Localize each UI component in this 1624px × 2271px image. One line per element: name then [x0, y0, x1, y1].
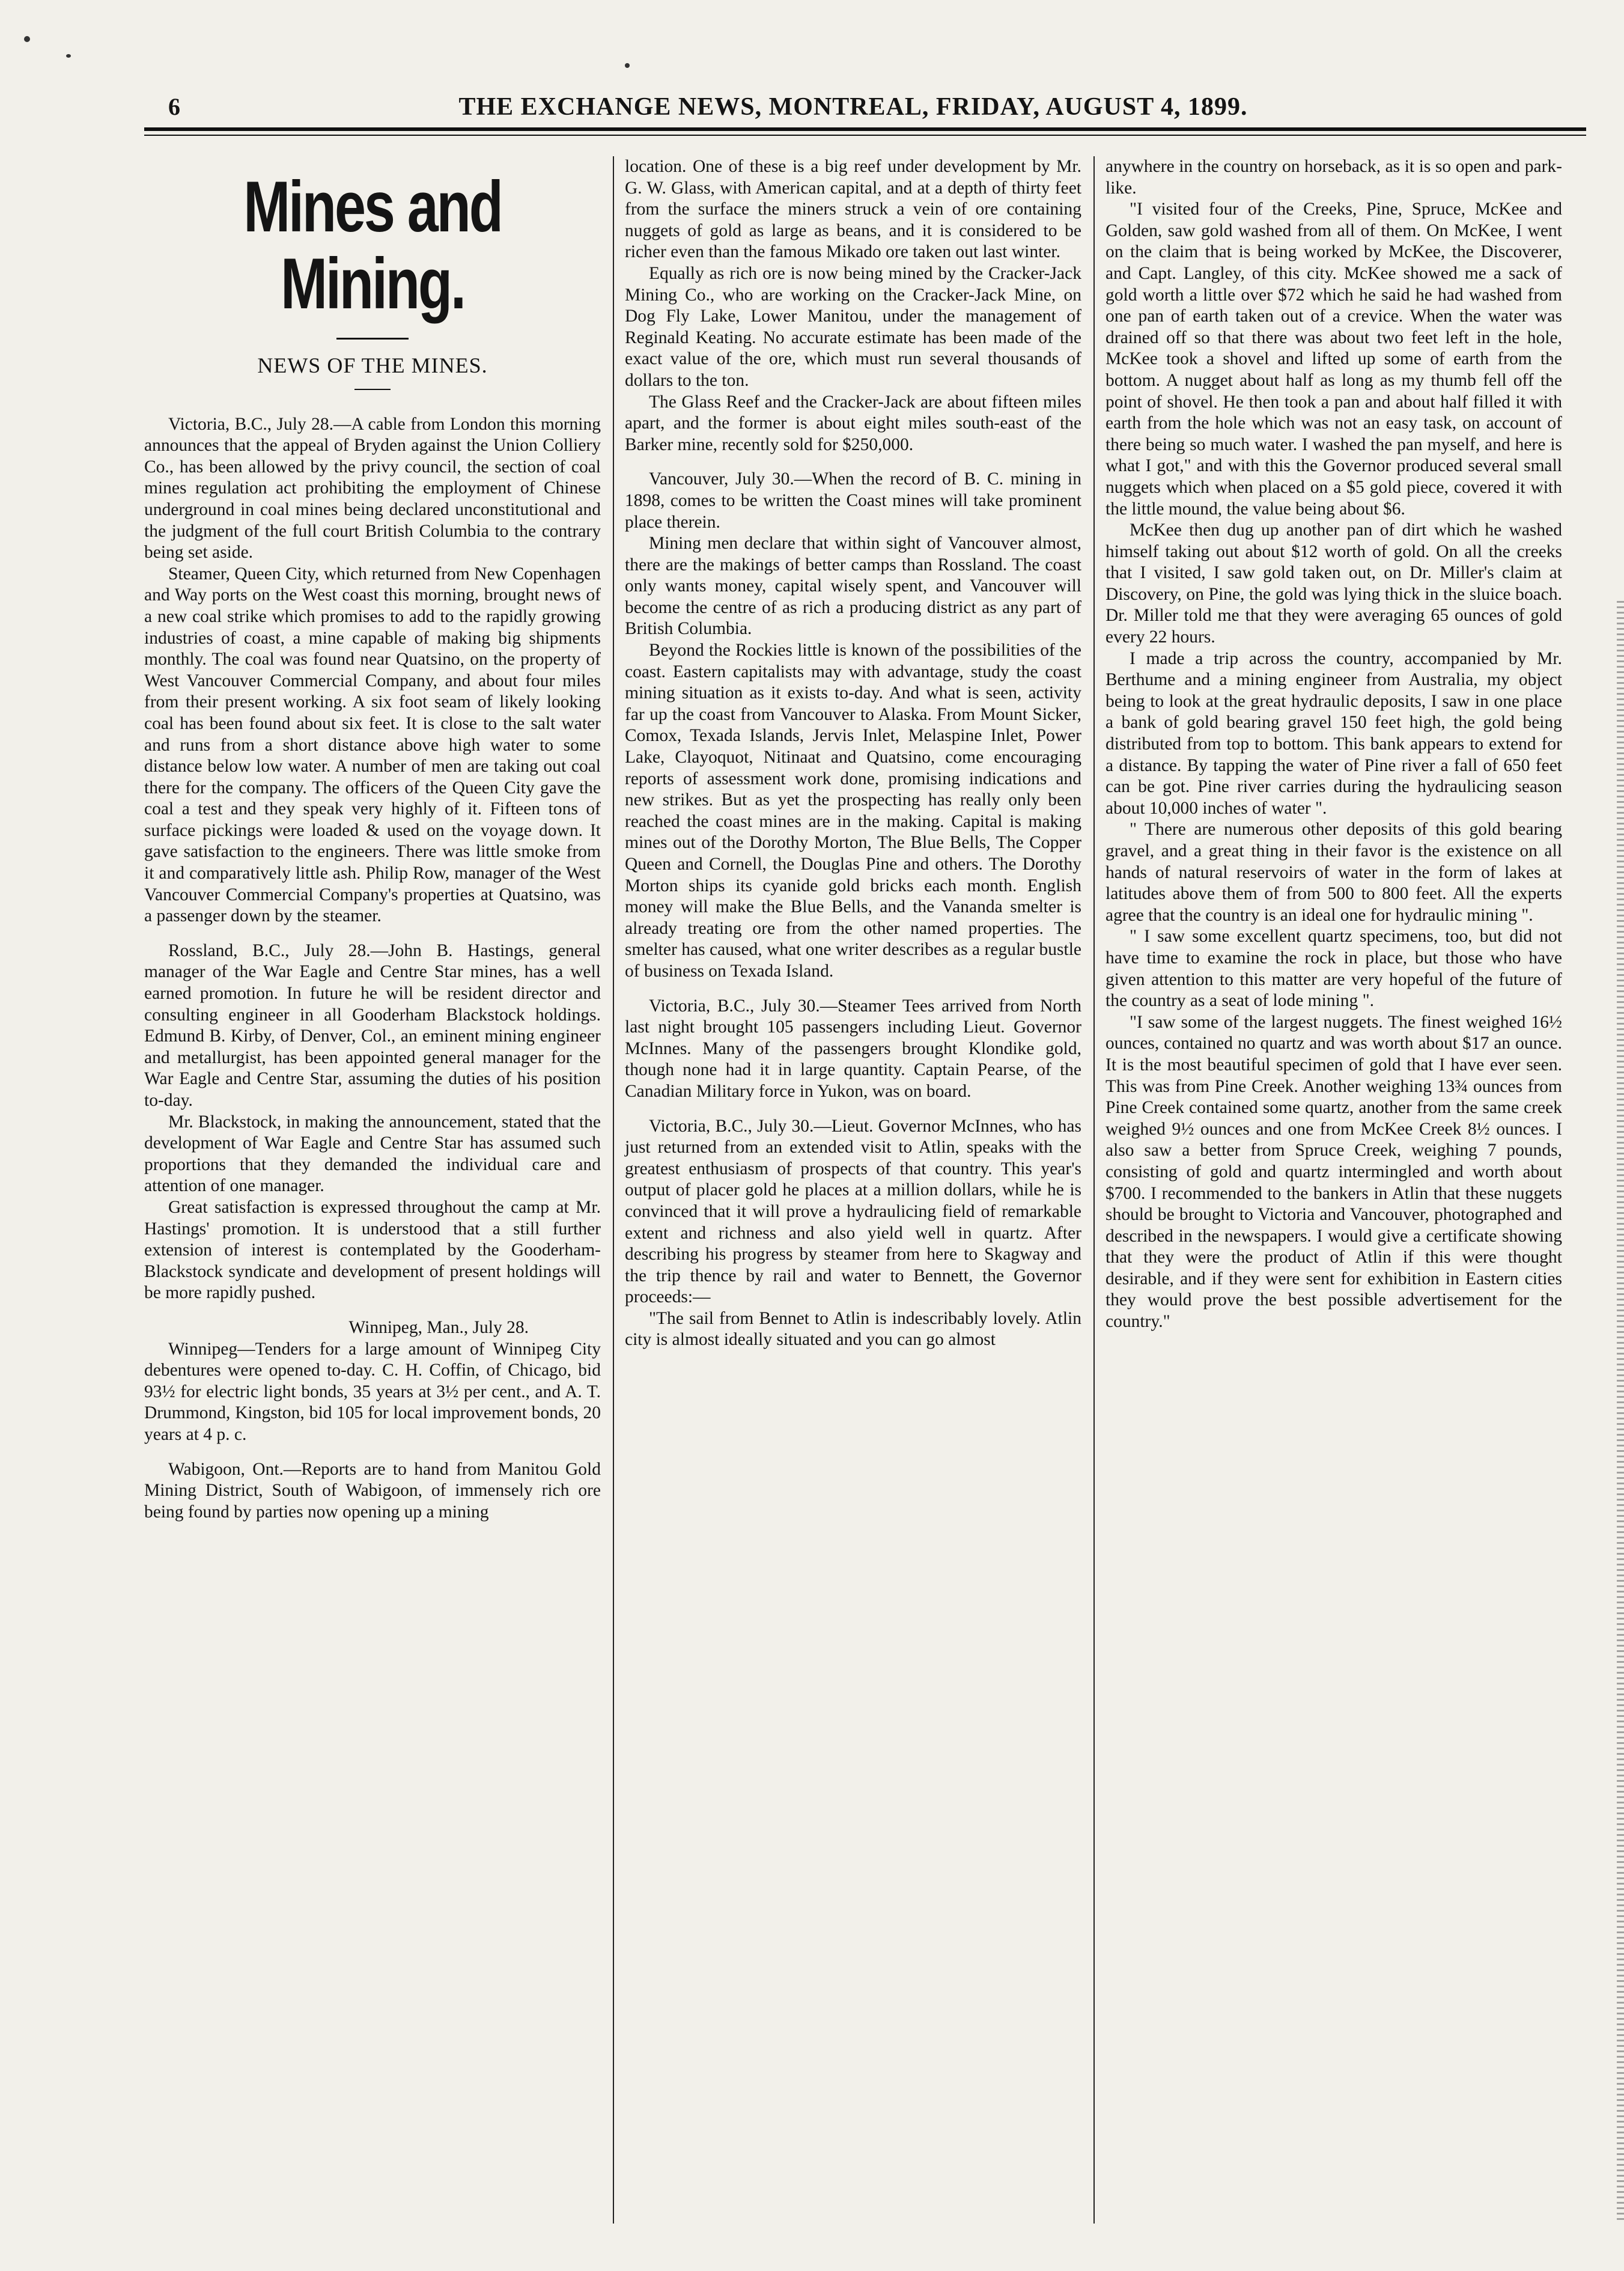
- article-paragraph: Rossland, B.C., July 28.—John B. Hastings, general manager of the War Eagle and Centre Star mines, has a well earned promotion. In future he will be resident director and consulting engineer in all Gooderham Blackstock holdings. Edmund B. Kirby, of Denver, Col., an eminent mining engineer and metallurgist, has been appointed general manager for the War Eagle and Centre Star, assuming the duties of his position to-day.: [144, 940, 601, 1110]
- section-subtitle: NEWS OF THE MINES.: [257, 353, 488, 377]
- scan-speck: [625, 63, 630, 68]
- article-paragraph: location. One of these is a big reef under development by Mr. G. W. Glass, with American capital, and at a depth of thirty feet from the surface the miners struck a vein of ore containing nuggets of gold as large as beans, and it is considered to be richer even than the famous Mikado ore taken out last winter.: [625, 157, 1081, 262]
- article-paragraph: Victoria, B.C., July 28.—A cable from London this morning announces that the appeal of Bryden against the Union Colliery Co., has been allowed by the privy council, the section of coal mines regulation act prohibiting the employment of Chinese underground in coal mines being declared unconstitutional and the judgment of the full court British Columbia to the contrary being set aside.: [144, 414, 601, 562]
- page-edge-scan-artifact: [1617, 601, 1624, 2224]
- article-paragraph: Vancouver, July 30.—When the record of B. C. mining in 1898, comes to be written the Coast mines will take prominent place therein.: [625, 469, 1081, 532]
- article-paragraph: Victoria, B.C., July 30.—Steamer Tees arrived from North last night brought 105 passengers including Lieut. Governor McInnes. Many of the passengers brought Klondike gold, though none had it in large quantity. Captain Pearse, of the Canadian Military force in Yukon, was on board.: [625, 996, 1081, 1101]
- article-paragraph: Beyond the Rockies little is known of the possibilities of the coast. Eastern capitalists may with advantage, study the coast mining situation as it exists to-day. And what is seen, activity far up the coast from Vancouver to Alaska. From Mount Sicker, Comox, Texada Islands, Jervis Inlet, Melaspine Inlet, Power Lake, Clayoquot, Nitinaat and Quatsino, come encouraging reports of assessment work done, promising indications and new strikes. But as yet the prospecting has really only been reached the coast mines are in the making. Capital is making mines out of the Dorothy Morton, The Blue Bells, The Copper Queen and Cornell, the Douglas Pine and others. The Dorothy Morton ships its cyanide gold bricks each month. English money will make the Blue Bells, and the Vananda smelter is already treating ore from the other named properties. The smelter has caused, what one writer describes as a regular bustle of business on Texada Island.: [625, 641, 1081, 981]
- header-rule-thin: [144, 135, 1586, 136]
- scan-speck: [24, 36, 30, 42]
- page-number: 6: [168, 93, 180, 120]
- section-title: Mines and Mining.: [243, 166, 502, 324]
- article-paragraph: " I saw some excellent quartz specimens, too, but did not have time to examine the rock in place, but those who have given attention to this matter are very hopeful of the future of the country as a seat of lode mining ".: [1105, 927, 1562, 1011]
- article-paragraph: Victoria, B.C., July 30.—Lieut. Governor McInnes, who has just returned from an extended visit to Atlin, speaks with the greatest enthusiasm of prospects of that country. This year's output of placer gold he places at a million dollars, while he is convinced that it will prove a hydraulicing field of remarkable extent and richness and also yield well in quartz. After describing his progress by steamer from here to Skagway and the trip thence by rail and water to Bennett, the Governor proceeds:—: [625, 1116, 1081, 1307]
- article-paragraph: Equally as rich ore is now being mined by the Cracker-Jack Mining Co., who are working on the Cracker-Jack Mine, on Dog Fly Lake, Lower Manitou, under the management of Reginald Keating. No accurate estimate has been made of the exact value of the ore, which must run several thousands of dollars to the ton.: [625, 263, 1081, 390]
- column-rule: [1093, 156, 1095, 2224]
- subtitle-rule: [354, 389, 391, 390]
- column-1: [144, 156, 601, 1523]
- newspaper-page: [120, 72, 1586, 2236]
- dateline: Winnipeg, Man., July 28.: [348, 1317, 529, 1337]
- article-paragraph: Steamer, Queen City, which returned from New Copenhagen and Way ports on the West coast this morning, brought news of a new coal strike which promises to add to the rapidly growing industries of coast, a mine capable of making big shipments monthly. The coal was found near Quatsino, on the property of West Vancouver Commercial Company, and about four miles from their present working. A six foot seam of likely looking coal has been found about six feet. It is close to the salt water and runs from a short distance above high water to some distance below low water. A number of men are taking out coal there for the company. The officers of the Queen City gave the coal a test and they speak very highly of it. Fifteen tons of surface pickings were loaded & used on the voyage down. It gave satisfaction to the engineers. There was little smoke from it and comparatively little ash. Philip Row, manager of the West Vancouver Commercial Company's properties at Quatsino, was a passenger down by the steamer.: [144, 564, 601, 926]
- article-paragraph: "I saw some of the largest nuggets. The finest weighed 16½ ounces, contained no quartz and was worth about $17 an ounce. It is the most beautiful specimen of gold that I have ever seen. This was from Pine Creek. Another weighing 13¾ ounces from Pine Creek contained some quartz, another from the same creek weighed 9½ ounces and one from McKee Creek 8½ ounces. I also saw a better from Spruce Creek, weighing 7 pounds, consisting of gold and quartz intermingled and worth about $700. I recommended to the bankers in Atlin that these nuggets should be brought to Victoria and Vancouver, photographed and described in the newspapers. I would give a certificate showing that they were the product of Atlin if this were thought desirable, and if they were sent for exhibition in Eastern cities they would prove the best possible advertisement for the country.": [1105, 1012, 1562, 1332]
- article-paragraph: Mr. Blackstock, in making the announcement, stated that the development of War Eagle and Centre Star has assumed such proportions that they demanded the individual care and attention of one manager.: [144, 1112, 601, 1196]
- masthead: THE EXCHANGE NEWS, MONTREAL, FRIDAY, AUGUST 4, 1899.: [458, 93, 1248, 121]
- article-paragraph: "The sail from Bennet to Atlin is indescribably lovely. Atlin city is almost ideally situated and you can go almost: [625, 1308, 1081, 1350]
- column-3: [1105, 156, 1562, 1333]
- title-rule: [336, 338, 409, 340]
- article-paragraph: Winnipeg—Tenders for a large amount of Winnipeg City debentures were opened to-day. C. H. Coffin, of Chicago, bid 93½ for electric light bonds, 35 years at 3½ per cent., and A. T. Drummond, Kingston, bid 105 for local improvement bonds, 20 years at 4 p. c.: [144, 1339, 601, 1444]
- column-rule: [613, 156, 614, 2224]
- article-paragraph: Mining men declare that within sight of Vancouver almost, there are the makings of better camps than Rossland. The coast only wants money, capital wisely spent, and Vancouver will become the centre of as rich a producing district as any part of British Columbia.: [625, 534, 1081, 639]
- article-paragraph: McKee then dug up another pan of dirt which he washed himself taking out about $12 worth of gold. On all the creeks that I visited, I saw gold taken out, on Dr. Miller's claim at Discovery, on Pine, the gold was lying thick in the sluice boach. Dr. Miller told me that they were averaging 65 ounces of gold every 22 hours.: [1105, 520, 1562, 647]
- column-2: [625, 156, 1081, 1351]
- running-header: [120, 84, 1586, 132]
- article-paragraph: Great satisfaction is expressed throughout the camp at Mr. Hastings' promotion. It is understood that a still further extension of interest is contemplated by the Gooderham-Blackstock syndicate and development of present holdings will be more rapidly pushed.: [144, 1197, 601, 1303]
- article-paragraph: anywhere in the country on horseback, as it is so open and park-like.: [1105, 157, 1562, 198]
- article-paragraph: I made a trip across the country, accompanied by Mr. Berthume and a mining engineer from Australia, my object being to look at the great hydraulic deposits, I saw in one place a bank of gold bearing gravel 150 feet high, the gold being distributed from top to bottom. This bank appears to extend for a distance. By tapping the water of Pine river a fall of 650 feet can be got. Pine river carries during the hydraulicing season about 10,000 inches of water ".: [1105, 648, 1562, 818]
- scan-speck: [66, 54, 71, 58]
- article-paragraph: Wabigoon, Ont.—Reports are to hand from Manitou Gold Mining District, South of Wabigoon, of immensely rich ore being found by parties now opening up a mining: [144, 1459, 601, 1522]
- header-rule-thick: [144, 127, 1586, 131]
- article-paragraph: "I visited four of the Creeks, Pine, Spruce, McKee and Golden, saw gold washed from all of them. On McKee, I went on the claim that is being worked by McKee, the Discoverer, and Capt. Langley, of this city. McKee showed me a sack of gold worth a little over $72 which he said he had washed from one pan of earth taken out of a crevice. When the water was drained off so that there was about two feet left in the hole, McKee took a shovel and lifted up some of earth from the bottom. A nugget about half as long as my thumb fell off the point of shovel. He then took a pan and about half filled it with earth from the hole which was not an easy task, on account of there being so much water. I washed the pan myself, and here is what I got," and with this the Governor produced several small nuggets which when placed on a $5 gold piece, covered it with the little mound, the value being about $6.: [1105, 200, 1562, 519]
- article-paragraph: The Glass Reef and the Cracker-Jack are about fifteen miles apart, and the former is about eight miles south-east of the Barker mine, recently sold for $250,000.: [625, 392, 1081, 454]
- article-paragraph: " There are numerous other deposits of this gold bearing gravel, and a great thing in their favor is the existence on all hands of natural reservoirs of water in the form of lakes at latitudes above them of from 500 to 800 feet. All the experts agree that the country is an ideal one for hydraulic mining ".: [1105, 820, 1562, 925]
